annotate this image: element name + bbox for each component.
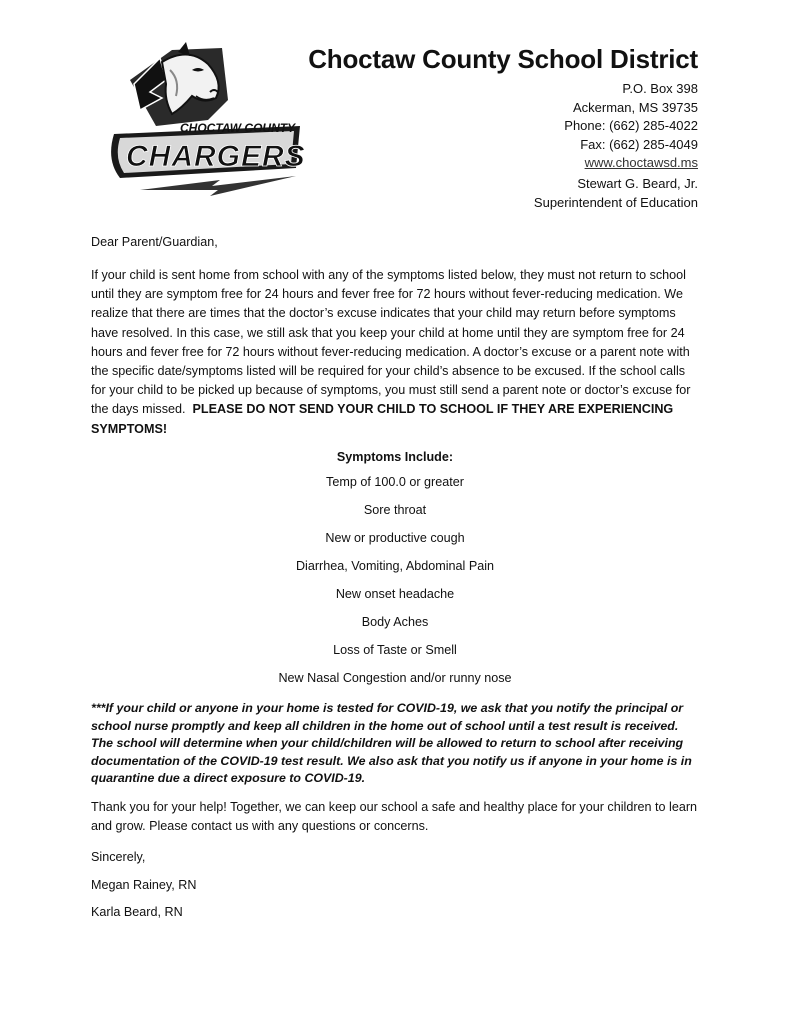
thanks-paragraph: Thank you for your help! Together, we can keep our school a safe and healthy place for your children to learn and grow. Please contact us with any questions or concerns.	[91, 800, 698, 834]
superintendent-name: Stewart G. Beard, Jr.	[577, 176, 698, 191]
covid-notice: ***If your child or anyone in your home is tested for COVID-19, we ask that you notify the principal or school nurse promptly and keep all children in the home out of school until a test result is received. The school will determine when your child/children will be allowed to return to school after receiving documentation of the COVID-19 test result. We also ask that you notify us if anyone in your home is in quarantine due a direct exposure to COVID-19.	[91, 701, 692, 786]
lightning-swoosh	[140, 176, 296, 196]
symptoms-heading: Symptoms Include:	[336, 450, 454, 464]
website-link[interactable]: www.choctawsd.ms	[584, 155, 698, 171]
superintendent-title: Superintendent of Education	[533, 195, 698, 210]
symptom-item: Body Aches	[361, 615, 429, 629]
district-name: Choctaw County School District	[308, 44, 698, 74]
signature-nurse-2: Karla Beard, RN	[91, 905, 183, 919]
instructions-paragraph	[91, 266, 699, 439]
instructions-emphasis: PLEASE DO NOT SEND YOUR CHILD TO SCHOOL IF THEY ARE EXPERIENCING SYMPTOMS!	[91, 402, 674, 436]
greeting: Dear Parent/Guardian,	[91, 235, 218, 249]
phone-number: Phone: (662) 285-4022	[564, 118, 698, 134]
symptom-item: Sore throat	[363, 503, 427, 517]
symptom-item: Loss of Taste or Smell	[333, 643, 457, 657]
chargers-logo	[100, 40, 310, 205]
symptom-item: New or productive cough	[325, 531, 465, 545]
symptom-item: New Nasal Congestion and/or runny nose	[278, 671, 512, 685]
logo-line1: CHOCTAW COUNTY	[180, 121, 296, 135]
signature-nurse-1: Megan Rainey, RN	[91, 878, 197, 892]
symptom-item: Temp of 100.0 or greater	[326, 475, 464, 489]
symptoms-list	[91, 450, 699, 697]
horse-head-icon	[130, 42, 228, 126]
symptom-item: New onset headache	[335, 587, 455, 601]
superintendent-block	[534, 174, 698, 212]
symptom-item: Diarrhea, Vomiting, Abdominal Pain	[295, 559, 495, 573]
fax-number: Fax: (662) 285-4049	[580, 136, 698, 152]
closing: Sincerely,	[91, 850, 146, 864]
instructions-text: If your child is sent home from school with any of the symptoms listed below, they must not return to school until they are symptom free for 24 hours and fever free for 72 hours without fever-reducing medication. We realize that there are times that the doctor’s excuse indicates that your child may return before symptoms have resolved. In this case, we still ask that you keep your child at home until they are symptom free for 24 hours and fever free for 72 hours without fever-reducing medication. A doctor’s excuse or a parent note with the specific date/symptoms listed will be required for your child’s absence to be excused. If the school calls for your child to be picked up because of symptoms, you must still send a parent note or doctor’s excuse for the days missed.	[91, 268, 691, 417]
address-line2: Ackerman, MS 39735	[572, 99, 698, 115]
logo-line2: CHARGERS	[126, 140, 306, 173]
contact-block	[564, 80, 698, 173]
address-line1: P.O. Box 398	[622, 81, 698, 96]
